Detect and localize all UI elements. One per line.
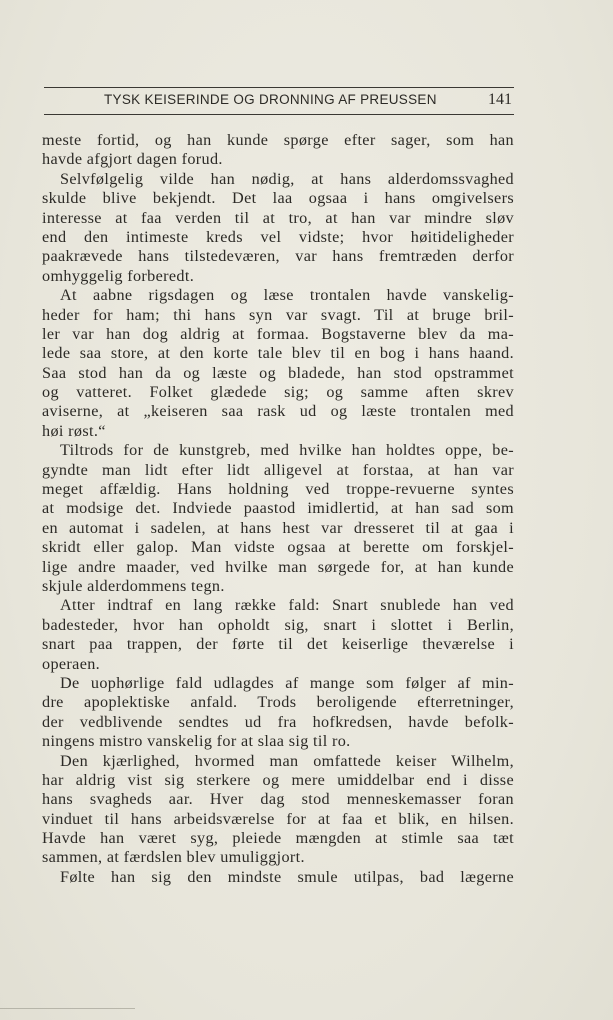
text-line: vinduet til hans arbeidsværelse for at faa et blik, en hilsen. (42, 809, 514, 828)
text-line: snart paa trappen, der førte til det keiserlige theværelse i (42, 635, 514, 654)
text-line: operaen. (42, 654, 101, 673)
text-line: interesse at faa verden til at tro, at han var mindre sløv (42, 208, 514, 227)
text-line: paakrævede hans tilstedeværen, var hans fremtræden derfor (42, 247, 514, 266)
text-line: havde afgjort dagen forud. (42, 150, 223, 169)
text-line: Atter indtraf en lang række fald: Snart snublede han ved (60, 596, 514, 615)
text-line: heder for ham; thi hans syn var svagt. Til at bruge bril- (42, 305, 514, 324)
header-title: TYSK KEISERINDE OG DRONNING AF PREUSSEN (104, 92, 437, 107)
text-line: at modsige det. Indviede paastod imidlertid, at han sad som (42, 499, 514, 518)
text-line: har aldrig vist sig sterkere og mere umiddelbar end i disse (42, 770, 514, 789)
text-line: lede saa store, at den korte tale blev til en bog i hans haand. (42, 344, 514, 363)
text-line: De uophørlige fald udlagdes af mange som følger af min- (60, 673, 514, 692)
text-line: lige andre maader, ved hvilke man sørgede for, at han kunde (42, 557, 514, 576)
scan-artifact (0, 1008, 135, 1011)
text-line: aviserne, at „keiseren saa rask ud og læste trontalen med (42, 402, 514, 421)
text-line: Selvfølgelig vilde han nødig, at hans alderdomssvaghed (60, 169, 514, 188)
text-line: dre apoplektiske anfald. Trods beroligende efterretninger, (42, 693, 514, 712)
text-line: skulde blive bekjendt. Det laa ogsaa i hans omgivelsers (42, 189, 514, 208)
text-line: Havde han været syg, pleiede mængden at stimle saa tæt (42, 829, 514, 848)
running-header (44, 87, 514, 115)
text-line: omhyggelig forberedt. (42, 266, 195, 285)
text-line: sammen, at færdslen blev umuliggjort. (42, 848, 305, 867)
text-line: Den kjærlighed, hvormed man omfattede keiser Wilhelm, (60, 751, 514, 770)
body-text (42, 131, 514, 887)
text-line: Følte han sig den mindste smule utilpas, bad lægerne (60, 867, 514, 886)
page-number: 141 (488, 91, 512, 108)
text-line: ningens mistro vanskelig for at slaa sig til ro. (42, 732, 351, 751)
text-line: gyndte man lidt efter lidt alligevel at forstaa, at han var (42, 460, 514, 479)
text-line: høi røst.“ (42, 421, 106, 440)
text-line: meget affældig. Hans holdning ved troppe-revuerne syntes (42, 480, 514, 499)
text-line: Saa stod han da og læste og bladede, han stod opstrammet (42, 363, 514, 382)
text-line: meste fortid, og han kunde spørge efter sager, som han (42, 131, 514, 149)
text-line: skridt eller galop. Man vidste ogsaa at berette om forskjel- (42, 538, 514, 557)
text-line: Tiltrods for de kunstgreb, med hvilke han holdtes oppe, be- (60, 441, 514, 460)
text-line: skjule alderdommens tegn. (42, 576, 225, 595)
text-line: der vedblivende sendtes ud fra hofkredsen, havde befolk- (42, 712, 514, 731)
text-line: badesteder, hvor han opholdt sig, snart i slottet i Berlin, (42, 615, 514, 634)
text-line: hans svagheds aar. Hver dag stod menneskemasser foran (42, 790, 514, 809)
text-line: og vatteret. Folket glædede sig; og samme aften skrev (42, 383, 514, 402)
text-line: end den intimeste kreds vel vidste; hvor høitideligheder (42, 227, 514, 246)
text-line: ler var han dog aldrig at formaa. Bogstaverne blev da ma- (42, 324, 514, 343)
text-line: At aabne rigsdagen og læse trontalen havde vanskelig- (60, 286, 514, 305)
text-line: en automat i sadelen, at hans hest var dresseret til at gaa i (42, 518, 514, 537)
